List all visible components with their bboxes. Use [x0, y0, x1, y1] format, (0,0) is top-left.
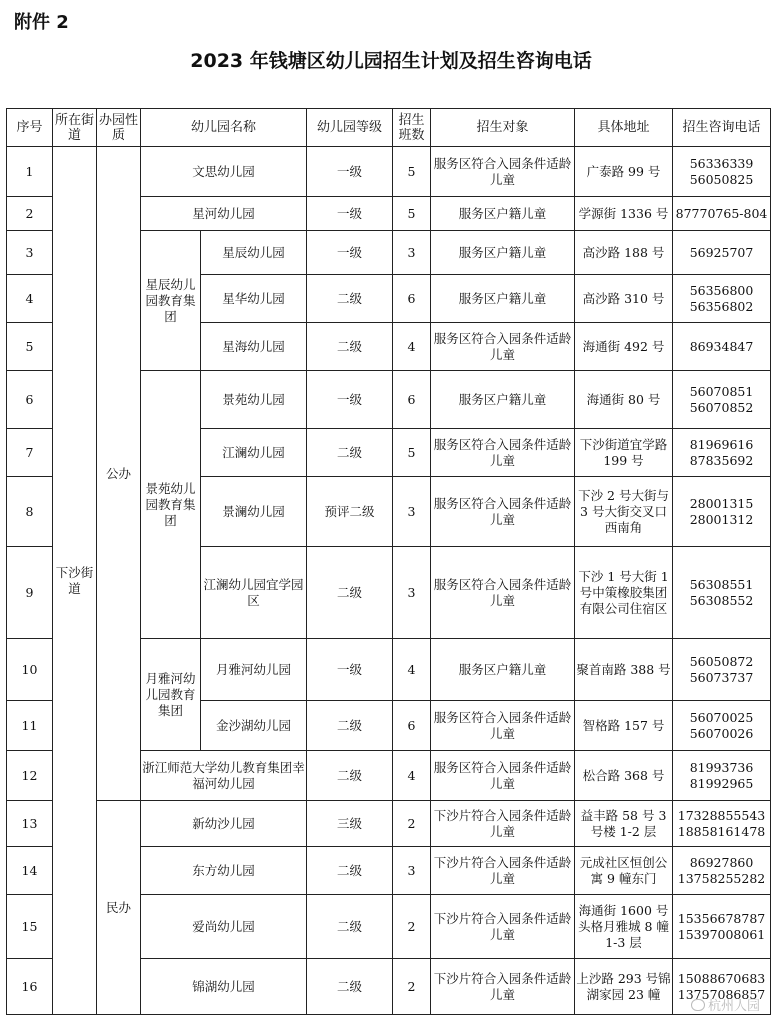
- cell-level: 一级: [307, 197, 393, 231]
- cell-name: 景苑幼儿园: [201, 371, 307, 429]
- cell-classes: 3: [393, 847, 431, 895]
- phone-line: 81992965: [689, 775, 754, 791]
- cell-address: 上沙路 293 号锦湖家园 23 幢: [575, 959, 673, 1015]
- cell-target: 服务区户籍儿童: [431, 371, 575, 429]
- cell-target: 下沙片符合入园条件适龄儿童: [431, 847, 575, 895]
- phone-line: 56308551: [689, 576, 754, 592]
- cell-level: 二级: [307, 701, 393, 751]
- cell-seq: 12: [7, 751, 53, 801]
- phone-line: 81993736: [689, 759, 754, 775]
- cell-level: 一级: [307, 639, 393, 701]
- phone-line: 56356802: [689, 298, 754, 314]
- cell-address: 聚首南路 388 号: [575, 639, 673, 701]
- cell-target: 服务区符合入园条件适龄儿童: [431, 701, 575, 751]
- cell-street: 下沙街道: [53, 147, 97, 1015]
- cell-name: 文思幼儿园: [141, 147, 307, 197]
- cell-classes: 2: [393, 895, 431, 959]
- cell-classes: 2: [393, 801, 431, 847]
- phone-line: 56308552: [689, 592, 754, 608]
- cell-phone: [673, 801, 771, 847]
- phone-line: 28001315: [689, 495, 754, 511]
- cell-group: 月雅河幼儿园教育集团: [141, 639, 201, 751]
- cell-address: 高沙路 188 号: [575, 231, 673, 275]
- cell-phone: [673, 429, 771, 477]
- cell-phone: [673, 895, 771, 959]
- phone-line: 87770765-804: [675, 205, 768, 221]
- cell-target: 服务区符合入园条件适龄儿童: [431, 323, 575, 371]
- cell-level: 二级: [307, 323, 393, 371]
- cell-name: 新幼沙儿园: [141, 801, 307, 847]
- header-phone: 招生咨询电话: [673, 109, 771, 147]
- cell-phone: [673, 371, 771, 429]
- cell-classes: 4: [393, 639, 431, 701]
- cell-address: 下沙 1 号大街 1 号中策橡胶集团有限公司住宿区: [575, 547, 673, 639]
- cell-address: 益丰路 58 号 3 号楼 1-2 层: [575, 801, 673, 847]
- cell-target: 服务区户籍儿童: [431, 231, 575, 275]
- header-row: [7, 109, 771, 147]
- cell-target: 下沙片符合入园条件适龄儿童: [431, 801, 575, 847]
- cell-phone: [673, 751, 771, 801]
- cell-classes: 4: [393, 323, 431, 371]
- phone-line: 28001312: [689, 511, 754, 527]
- cell-level: 二级: [307, 847, 393, 895]
- cell-level: 一级: [307, 231, 393, 275]
- phone-line: 56925707: [689, 244, 754, 260]
- table-row: [7, 801, 771, 847]
- cell-nature-public: 公办: [97, 147, 141, 801]
- cell-name: 爱尚幼儿园: [141, 895, 307, 959]
- watermark: 杭州人园: [691, 995, 760, 1014]
- cell-address: 广泰路 99 号: [575, 147, 673, 197]
- header-name: 幼儿园名称: [141, 109, 307, 147]
- cell-seq: 3: [7, 231, 53, 275]
- cell-address: 下沙街道宜学路 199 号: [575, 429, 673, 477]
- cell-name: 金沙湖幼儿园: [201, 701, 307, 751]
- enrollment-table: [6, 108, 771, 1015]
- cell-classes: 4: [393, 751, 431, 801]
- cell-level: 二级: [307, 429, 393, 477]
- cell-seq: 6: [7, 371, 53, 429]
- cell-group: 星辰幼儿园教育集团: [141, 231, 201, 371]
- cell-classes: 5: [393, 147, 431, 197]
- cell-name: 江澜幼儿园宜学园区: [201, 547, 307, 639]
- cell-target: 服务区符合入园条件适龄儿童: [431, 547, 575, 639]
- cell-address: 元成社区恒创公寓 9 幢东门: [575, 847, 673, 895]
- phone-line: 56070852: [689, 399, 754, 415]
- cell-name: 东方幼儿园: [141, 847, 307, 895]
- phone-line: 86934847: [689, 338, 754, 354]
- cell-classes: 2: [393, 959, 431, 1015]
- cell-level: 二级: [307, 751, 393, 801]
- phone-line: 13758255282: [677, 870, 766, 886]
- cell-target: 下沙片符合入园条件适龄儿童: [431, 959, 575, 1015]
- cell-name: 锦湖幼儿园: [141, 959, 307, 1015]
- cell-phone: [673, 639, 771, 701]
- wechat-icon: [691, 999, 705, 1011]
- phone-line: 56070026: [689, 725, 754, 741]
- phone-line: 17328855543: [677, 807, 766, 823]
- cell-seq: 1: [7, 147, 53, 197]
- phone-line: 81969616: [689, 436, 754, 452]
- cell-classes: 6: [393, 371, 431, 429]
- cell-target: 服务区符合入园条件适龄儿童: [431, 429, 575, 477]
- cell-phone: [673, 231, 771, 275]
- cell-seq: 10: [7, 639, 53, 701]
- cell-name: 景澜幼儿园: [201, 477, 307, 547]
- cell-classes: 5: [393, 429, 431, 477]
- cell-address: 海通街 80 号: [575, 371, 673, 429]
- cell-name: 江澜幼儿园: [201, 429, 307, 477]
- cell-target: 服务区户籍儿童: [431, 197, 575, 231]
- cell-address: 学源街 1336 号: [575, 197, 673, 231]
- cell-seq: 2: [7, 197, 53, 231]
- cell-name: 星海幼儿园: [201, 323, 307, 371]
- phone-line: 15356678787: [677, 910, 766, 926]
- header-seq: 序号: [7, 109, 53, 147]
- cell-seq: 9: [7, 547, 53, 639]
- cell-phone: [673, 547, 771, 639]
- header-nature: 办园性质: [97, 109, 141, 147]
- cell-level: 二级: [307, 275, 393, 323]
- phone-line: 15397008061: [677, 926, 766, 942]
- cell-classes: 5: [393, 197, 431, 231]
- cell-classes: 3: [393, 231, 431, 275]
- cell-classes: 3: [393, 547, 431, 639]
- cell-name: 星华幼儿园: [201, 275, 307, 323]
- header-street: 所在街道: [53, 109, 97, 147]
- cell-level: 二级: [307, 547, 393, 639]
- cell-seq: 5: [7, 323, 53, 371]
- cell-name: 星河幼儿园: [141, 197, 307, 231]
- header-target: 招生对象: [431, 109, 575, 147]
- cell-classes: 3: [393, 477, 431, 547]
- table-row: [7, 147, 771, 197]
- phone-line: 56336339: [689, 155, 754, 171]
- cell-nature-private: 民办: [97, 801, 141, 1015]
- cell-seq: 8: [7, 477, 53, 547]
- cell-phone: [673, 147, 771, 197]
- cell-level: 一级: [307, 147, 393, 197]
- cell-classes: 6: [393, 275, 431, 323]
- cell-address: 松合路 368 号: [575, 751, 673, 801]
- cell-level: 一级: [307, 371, 393, 429]
- header-level: 幼儿园等级: [307, 109, 393, 147]
- cell-seq: 4: [7, 275, 53, 323]
- phone-line: 56050872: [689, 653, 754, 669]
- cell-seq: 11: [7, 701, 53, 751]
- cell-phone: [673, 275, 771, 323]
- phone-line: 56073737: [689, 669, 754, 685]
- cell-target: 服务区符合入园条件适龄儿童: [431, 477, 575, 547]
- cell-target: 服务区符合入园条件适龄儿童: [431, 147, 575, 197]
- cell-name: 月雅河幼儿园: [201, 639, 307, 701]
- cell-name: 浙江师范大学幼儿教育集团幸福河幼儿园: [141, 751, 307, 801]
- page-title: 2023 年钱塘区幼儿园招生计划及招生咨询电话: [190, 50, 592, 72]
- cell-seq: 15: [7, 895, 53, 959]
- cell-level: 二级: [307, 959, 393, 1015]
- cell-phone: [673, 847, 771, 895]
- cell-address: 下沙 2 号大街与 3 号大街交叉口西南角: [575, 477, 673, 547]
- phone-line: 13757086857: [677, 986, 766, 1002]
- cell-seq: 7: [7, 429, 53, 477]
- attachment-label: 附件 2: [14, 12, 69, 33]
- cell-target: 服务区户籍儿童: [431, 275, 575, 323]
- phone-line: 56070025: [689, 709, 754, 725]
- phone-line: 56050825: [689, 171, 754, 187]
- cell-level: 预评二级: [307, 477, 393, 547]
- phone-line: 18858161478: [677, 823, 766, 839]
- cell-phone: [673, 477, 771, 547]
- cell-address: 智格路 157 号: [575, 701, 673, 751]
- cell-level: 三级: [307, 801, 393, 847]
- phone-line: 86927860: [689, 854, 754, 870]
- cell-group: 景苑幼儿园教育集团: [141, 371, 201, 639]
- phone-line: 15088670683: [677, 970, 766, 986]
- cell-target: 下沙片符合入园条件适龄儿童: [431, 895, 575, 959]
- header-classes: 招生班数: [393, 109, 431, 147]
- cell-target: 服务区符合入园条件适龄儿童: [431, 751, 575, 801]
- cell-classes: 6: [393, 701, 431, 751]
- cell-phone: [673, 701, 771, 751]
- cell-address: 高沙路 310 号: [575, 275, 673, 323]
- cell-seq: 13: [7, 801, 53, 847]
- cell-level: 二级: [307, 895, 393, 959]
- cell-seq: 16: [7, 959, 53, 1015]
- cell-seq: 14: [7, 847, 53, 895]
- phone-line: 56356800: [689, 282, 754, 298]
- phone-line: 87835692: [689, 452, 754, 468]
- cell-phone: [673, 323, 771, 371]
- cell-address: 海通街 492 号: [575, 323, 673, 371]
- header-address: 具体地址: [575, 109, 673, 147]
- cell-address: 海通街 1600 号头格月雅城 8 幢 1-3 层: [575, 895, 673, 959]
- cell-phone: [673, 197, 771, 231]
- cell-name: 星辰幼儿园: [201, 231, 307, 275]
- cell-target: 服务区户籍儿童: [431, 639, 575, 701]
- phone-line: 56070851: [689, 383, 754, 399]
